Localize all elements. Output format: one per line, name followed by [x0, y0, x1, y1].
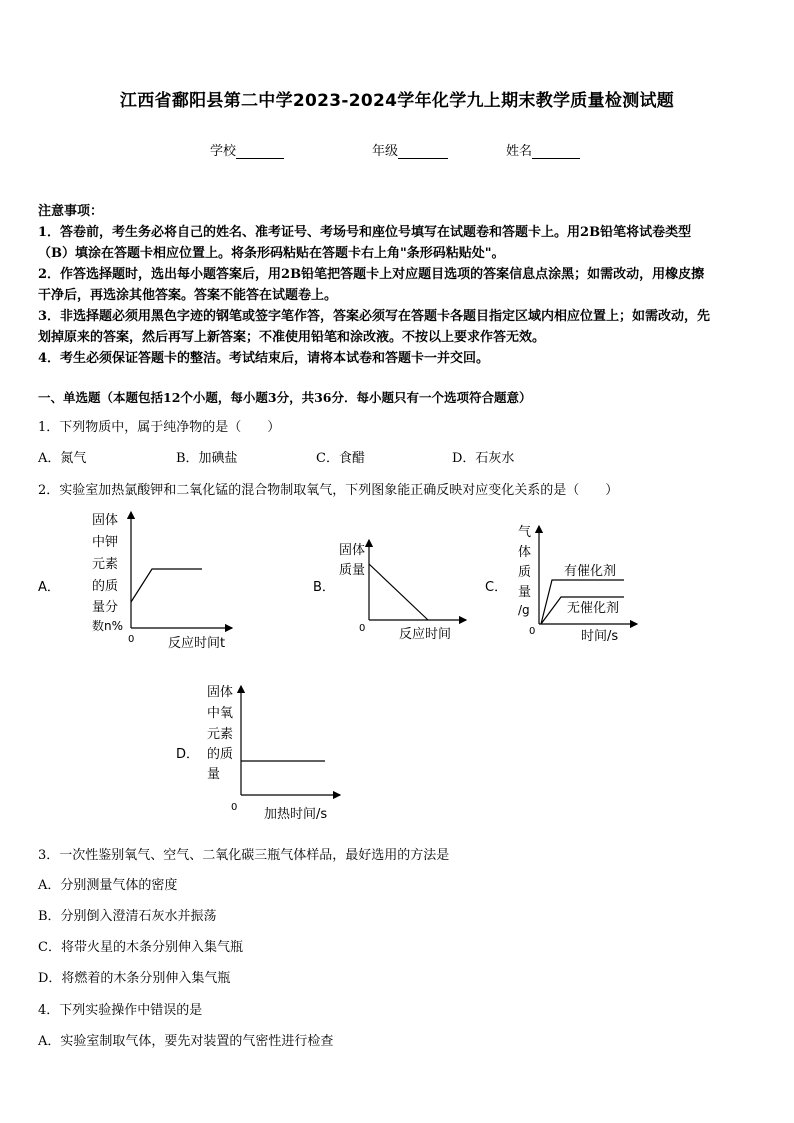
graph-d-ylabel: 元素	[207, 727, 234, 742]
graph-a-ylabel: 的质	[92, 579, 119, 594]
graph-a-ylabel: 元素	[92, 557, 119, 572]
graph-b-xlabel: 反应时间	[399, 627, 452, 642]
graph-d-xlabel: 加热时间/s	[264, 807, 328, 822]
option-d[interactable]: D．石灰水	[452, 451, 515, 466]
graph-b[interactable]	[313, 540, 466, 642]
option-d[interactable]: D．将燃着的木条分别伸入集气瓶	[38, 971, 231, 986]
graph-b-ylabel: 质量	[339, 563, 366, 578]
graph-c-xlabel: 时间/s	[581, 629, 619, 644]
option-a[interactable]: A．氮气	[38, 451, 87, 466]
question-stem: 3．一次性鉴别氧气、空气、二氧化碳三瓶气体样品，最好选用的方法是	[38, 848, 450, 863]
graph-d-origin: 0	[231, 802, 238, 813]
graph-d-ylabel: 的质	[207, 747, 234, 762]
question-stem: 1．下列物质中，属于纯净物的是（ ）	[38, 420, 281, 435]
graph-a-xlabel: 反应时间t	[168, 636, 226, 651]
option-c[interactable]: C．食醋	[316, 451, 365, 466]
name-blank[interactable]	[532, 144, 580, 159]
graph-c-curve2-label: 无催化剂	[567, 601, 620, 616]
graph-c[interactable]	[485, 525, 637, 644]
school-label: 学校	[210, 144, 237, 159]
graph-d-option-label: D．	[176, 747, 200, 762]
graph-c-ylabel: 量	[518, 585, 532, 600]
section-heading: 一、单选题（本题包括12个小题，每小题3分，共36分．每小题只有一个选项符合题意）	[38, 390, 532, 405]
notice-line: （B）填涂在答题卡相应位置上。将条形码粘贴在答题卡右上角"条形码粘贴处"。	[38, 246, 505, 261]
graph-c-curve1-label: 有催化剂	[564, 564, 617, 579]
option-b[interactable]: B．分别倒入澄清石灰水并振荡	[38, 909, 217, 924]
graph-d-ylabel: 量	[207, 767, 221, 782]
notice-line: 3．非选择题必须用黑色字迹的钢笔或签字笔作答，答案必须写在答题卡各题目指定区域内相应位置上；如需改动，先	[38, 309, 711, 324]
option-a[interactable]: A．分别测量气体的密度	[38, 878, 178, 893]
notice-line: 1．答卷前，考生务必将自己的姓名、准考证号、考场号和座位号填写在试题卷和答题卡上。用2B铅笔将试卷类型	[38, 225, 692, 240]
notice-line: 干净后，再选涂其他答案。答案不能答在试题卷上。	[38, 288, 338, 303]
graph-a-ylabel: 量分	[92, 600, 119, 615]
name-label: 姓名	[506, 144, 533, 159]
question-stem: 4．下列实验操作中错误的是	[38, 1003, 203, 1018]
graph-c-ylabel: /g	[518, 603, 530, 617]
graph-c-ylabel: 质	[518, 565, 532, 580]
name-field	[506, 140, 580, 159]
option-b[interactable]: B．加碘盐	[176, 451, 238, 466]
school-blank[interactable]	[236, 144, 284, 159]
graph-a[interactable]	[38, 512, 232, 651]
graph-d-ylabel: 固体	[207, 685, 234, 700]
grade-blank[interactable]	[398, 144, 448, 159]
graph-c-option-label: C．	[485, 580, 508, 595]
graph-d[interactable]	[176, 684, 340, 822]
q2-graphs	[0, 510, 794, 830]
graph-a-origin: 0	[128, 634, 135, 645]
graph-c-ylabel: 体	[518, 545, 532, 560]
graph-a-ylabel: 数n%	[92, 619, 124, 633]
grade-field	[372, 140, 448, 159]
graph-b-curve	[369, 564, 428, 620]
notice-line: 划掉原来的答案，然后再写上新答案；不准使用铅笔和涂改液。不按以上要求作答无效。	[38, 330, 546, 345]
notice-line: 4．考生必须保证答题卡的整洁。考试结束后，请将本试卷和答题卡一并交回。	[38, 351, 490, 366]
notice-line: 2．作答选择题时，选出每小题答案后，用2B铅笔把答题卡上对应题目选项的答案信息点涂黑；如需改动，用橡皮擦	[38, 267, 705, 282]
graph-a-curve	[131, 569, 202, 602]
graph-c-ylabel: 气	[518, 525, 532, 540]
graph-c-origin: 0	[529, 626, 536, 637]
graph-b-ylabel: 固体	[339, 543, 366, 558]
question-stem: 2．实验室加热氯酸钾和二氧化锰的混合物制取氧气，下列图象能正确反映对应变化关系的是（ ）	[38, 483, 619, 498]
option-a[interactable]: A．实验室制取气体，要先对装置的气密性进行检查	[38, 1034, 334, 1049]
school-field	[210, 140, 284, 159]
graph-a-option-label: A．	[38, 580, 60, 595]
graph-a-ylabel: 固体	[92, 513, 119, 528]
graph-b-option-label: B．	[313, 580, 335, 595]
option-c[interactable]: C．将带火星的木条分别伸入集气瓶	[38, 940, 243, 955]
graph-b-origin: 0	[359, 623, 366, 634]
graph-a-ylabel: 中钾	[92, 535, 119, 550]
grade-label: 年级	[372, 144, 399, 159]
notice-heading: 注意事项：	[38, 204, 104, 219]
graph-d-ylabel: 中氧	[207, 706, 234, 721]
page-title: 江西省鄱阳县第二中学2023-2024学年化学九上期末教学质量检测试题	[119, 91, 675, 111]
